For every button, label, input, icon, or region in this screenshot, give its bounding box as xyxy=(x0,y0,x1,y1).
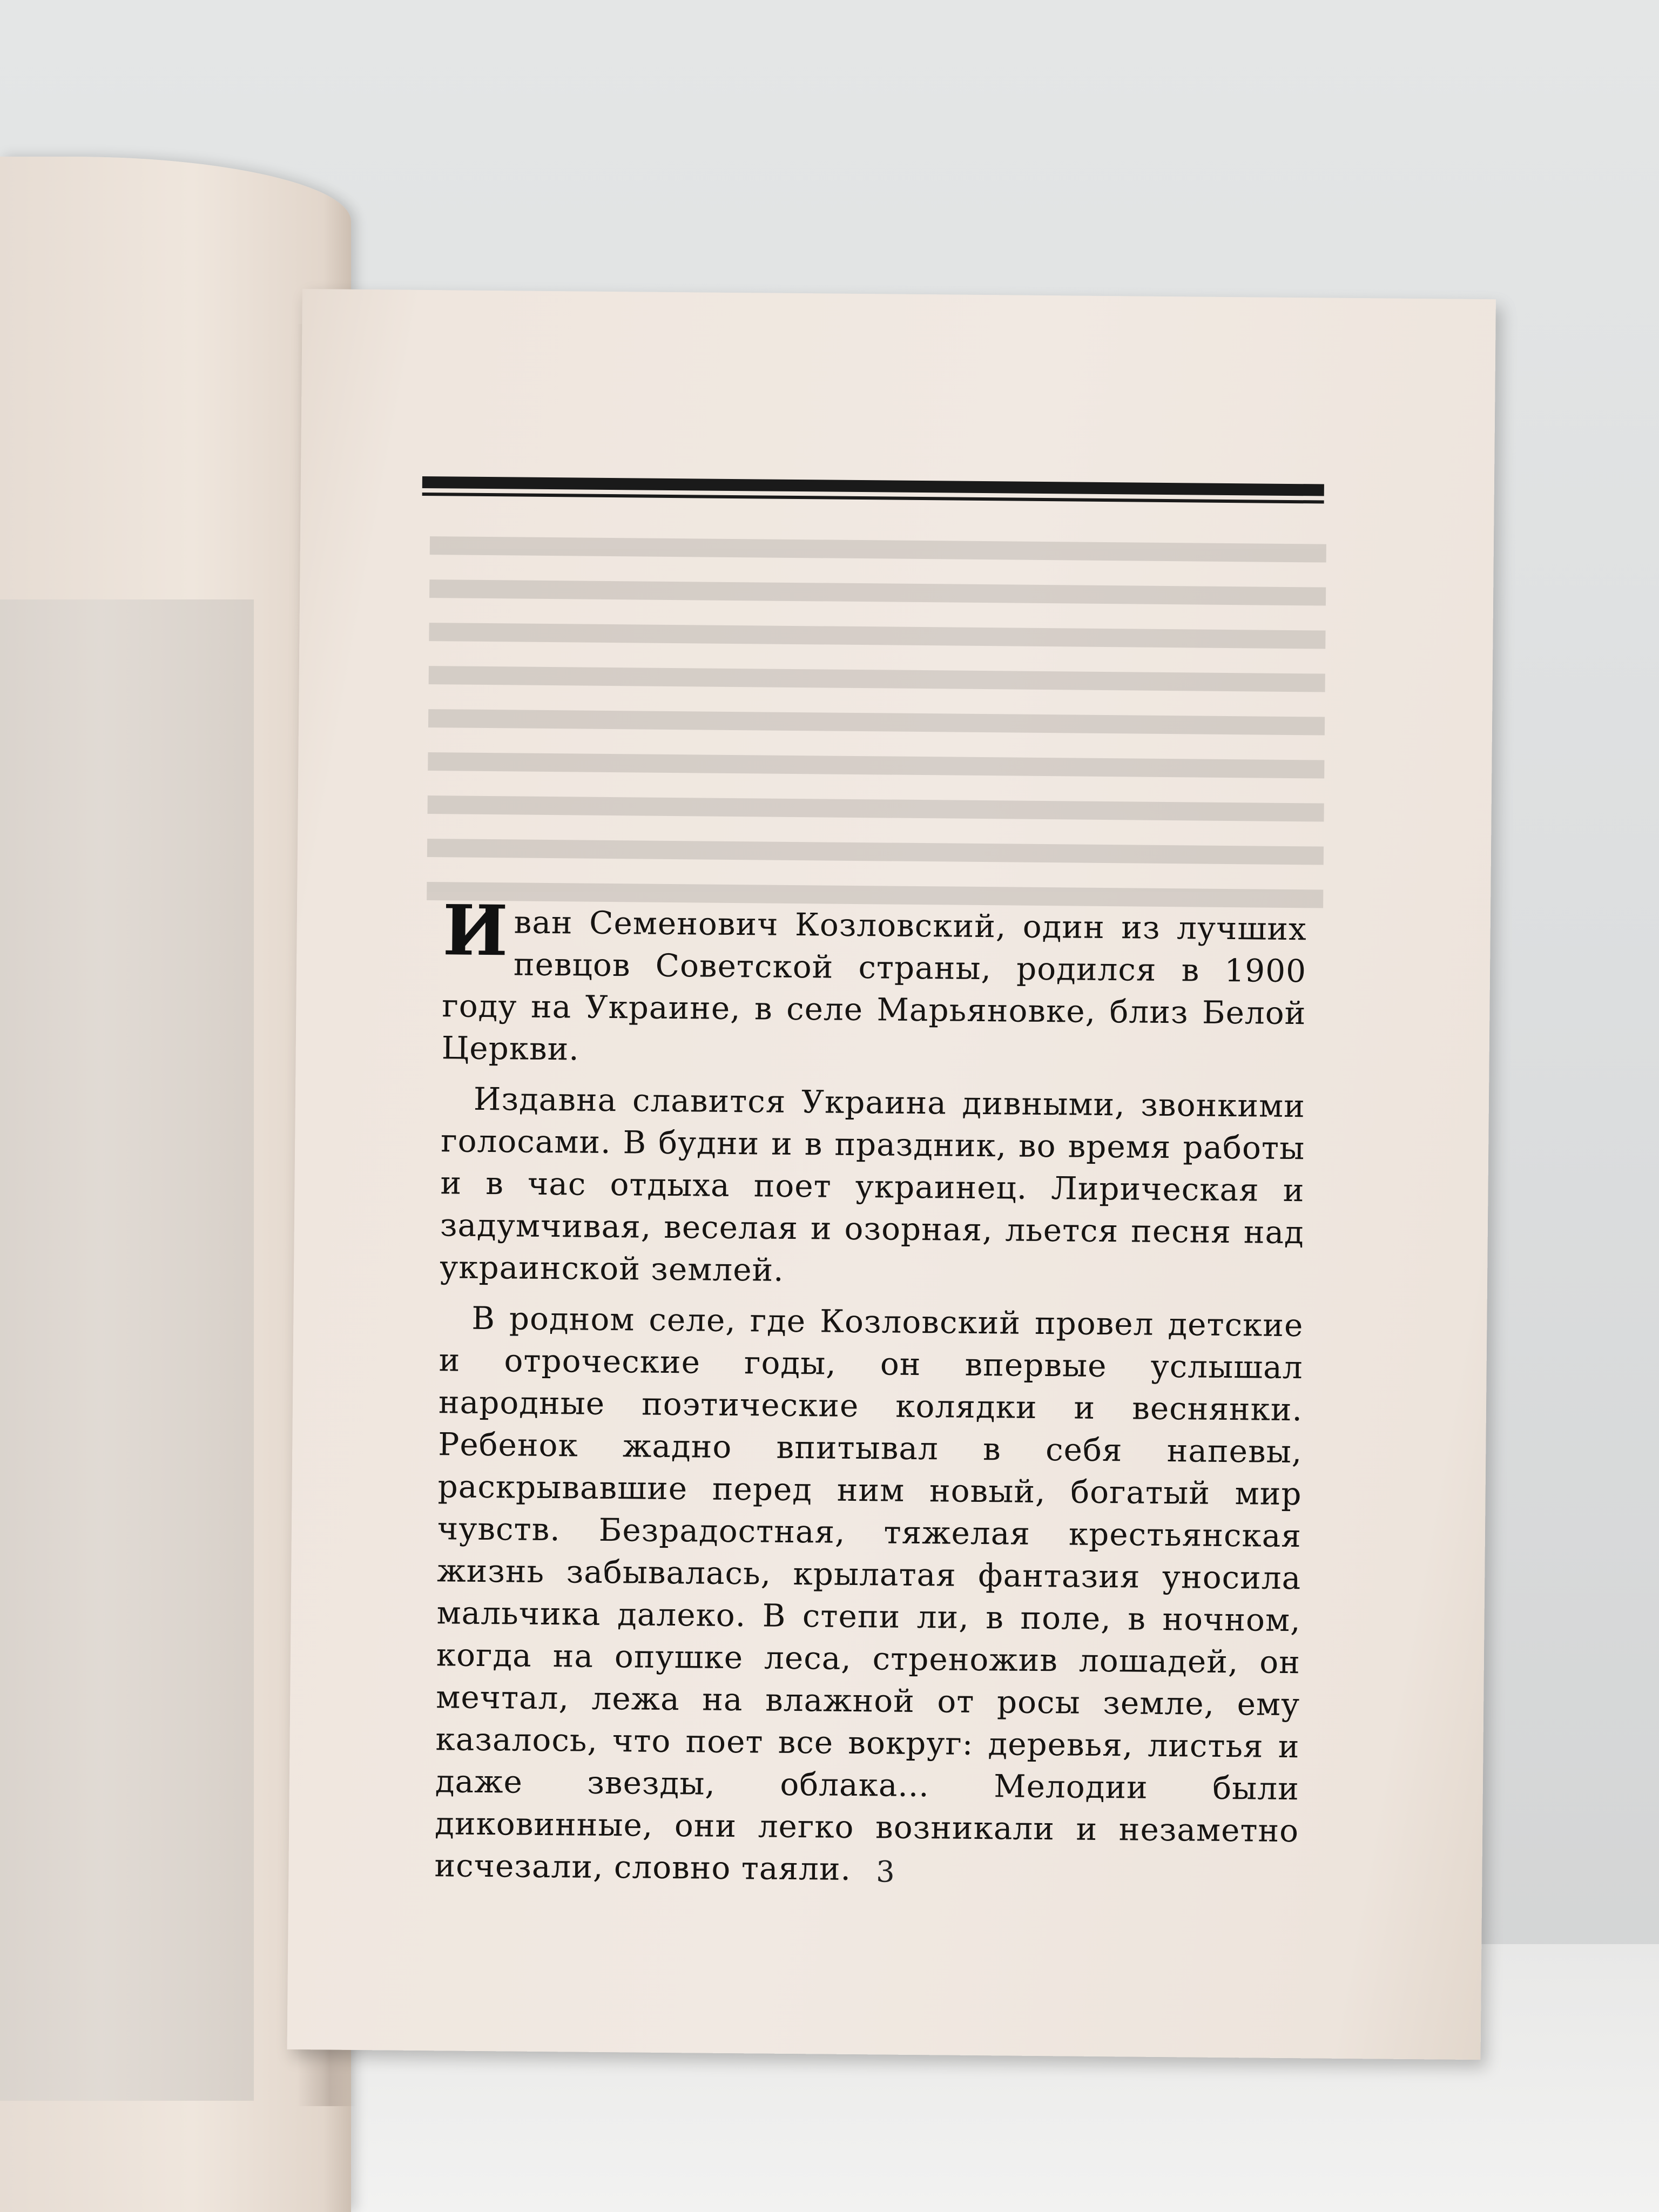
ghost-line xyxy=(429,555,1326,605)
paragraph-2: Издавна славится Украина дивными, звонкими голосами. В будни и в праздник, во время работы и в час отдыха поет украинец. Лирическая и задумчивая, веселая и озорная, льется песня над украинской землей. xyxy=(439,1080,1306,1289)
ghost-line xyxy=(428,727,1325,778)
paragraph-3: В родном селе, где Козловский провел детские и отроческие годы, он впервые услышал народные поэтические колядки и веснянки. Ребенок жадно впитывал в себя напевы, раскрывавшие перед ним новый, богатый мир чувств. Безрадостная, тяжелая крестьянская жизнь забывалась, крылатая фантазия уносила мальчика далеко. В степи ли, в поле, в ночном, когда на опушке леса, стреножив лошадей, он мечтал, лежа на влажной от росы земле, ему казалось, что поет все вокруг: деревья, листья и даже звезды, облака... Мелодии были диковинные, они легко возникали и незаметно исчезали, словно таяли. xyxy=(434,1299,1304,1887)
paragraph-1 xyxy=(441,890,1307,1076)
header-rule xyxy=(422,476,1324,506)
paragraph-1-text: ван Семенович Козловский, один из лучших певцов Советской страны, родился в 1900 году на Украине, в селе Марьяновке, близ Белой Церкви. xyxy=(441,903,1307,1068)
body-text xyxy=(434,890,1307,1903)
ghost-line xyxy=(429,598,1326,649)
left-page-portrait xyxy=(0,599,254,2101)
ghost-line xyxy=(429,641,1326,692)
drop-cap: И xyxy=(442,890,509,972)
ghost-line xyxy=(427,814,1324,865)
ghost-line xyxy=(427,857,1324,908)
header-rule-thick xyxy=(422,476,1324,496)
right-page xyxy=(287,289,1496,2060)
ghost-line xyxy=(428,771,1325,821)
page-number: 3 xyxy=(876,1854,895,1889)
ghost-line xyxy=(430,511,1327,562)
ghost-line xyxy=(428,684,1325,735)
